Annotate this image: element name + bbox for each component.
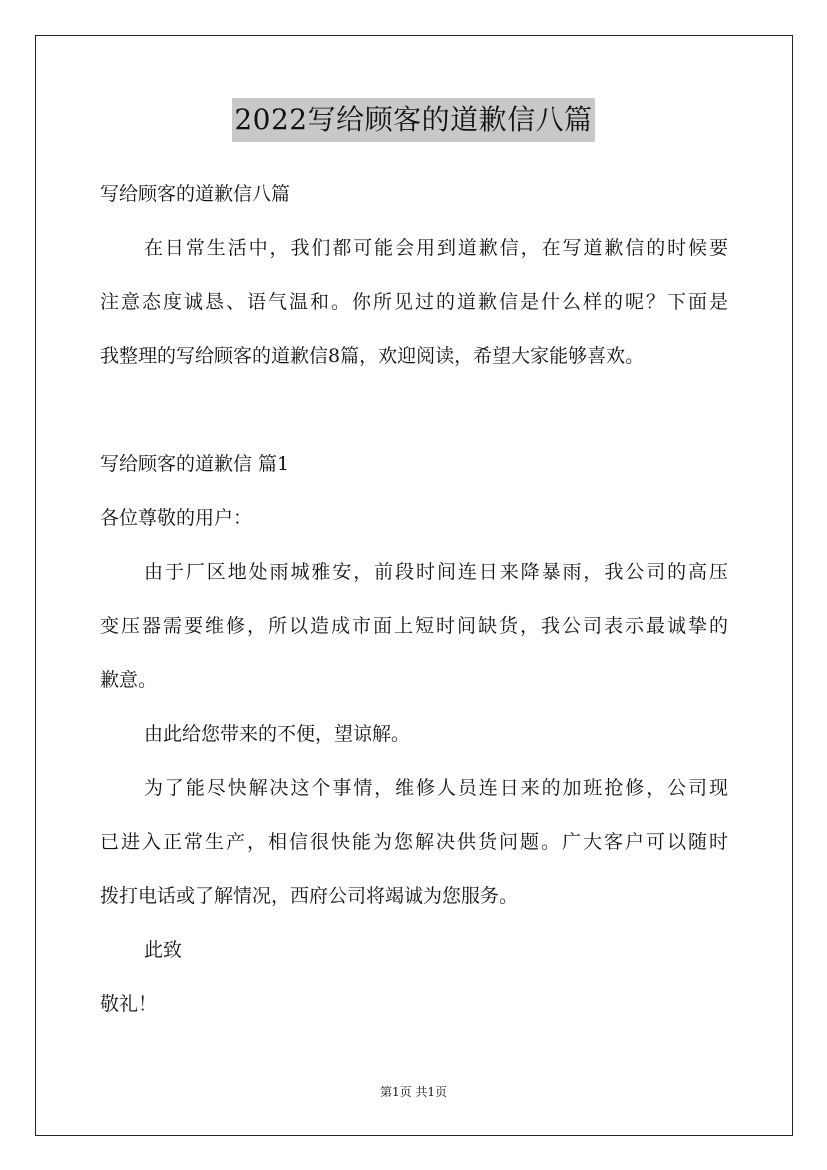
page-footer: 第1页 共1页	[379, 1085, 448, 1099]
section-heading: 写给顾客的道歉信 篇1	[100, 453, 290, 475]
document-subtitle: 写给顾客的道歉信八篇	[100, 183, 291, 205]
intro-line-3: 我整理的写给顾客的道歉信8篇，欢迎阅读，希望大家能够喜欢。	[100, 345, 645, 367]
closing-line-1: 此致	[144, 939, 183, 961]
para2-line: 由此给您带来的不便，望谅解。	[144, 723, 411, 745]
document-title: 2022写给顾客的道歉信八篇	[232, 98, 594, 142]
para1-line-2: 变压器需要维修，所以造成市面上短时间缺货，我公司表示最诚挚的	[100, 615, 728, 637]
para3-line-2: 已进入正常生产，相信很快能为您解决供货问题。广大客户可以随时	[100, 831, 728, 853]
salutation: 各位尊敬的用户：	[100, 507, 253, 529]
para1-line-1: 由于厂区地处雨城雅安，前段时间连日来降暴雨，我公司的高压	[144, 561, 728, 583]
closing-line-2: 敬礼！	[100, 993, 158, 1015]
intro-line-1: 在日常生活中，我们都可能会用到道歉信，在写道歉信的时候要	[144, 237, 728, 259]
para3-line-3: 拨打电话或了解情况，西府公司将竭诚为您服务。	[100, 885, 519, 907]
para1-line-3: 歉意。	[100, 669, 158, 691]
para3-line-1: 为了能尽快解决这个事情，维修人员连日来的加班抢修，公司现	[144, 777, 728, 799]
title-container	[0, 98, 827, 142]
intro-line-2: 注意态度诚恳、语气温和。你所见过的道歉信是什么样的呢？下面是	[100, 291, 728, 313]
